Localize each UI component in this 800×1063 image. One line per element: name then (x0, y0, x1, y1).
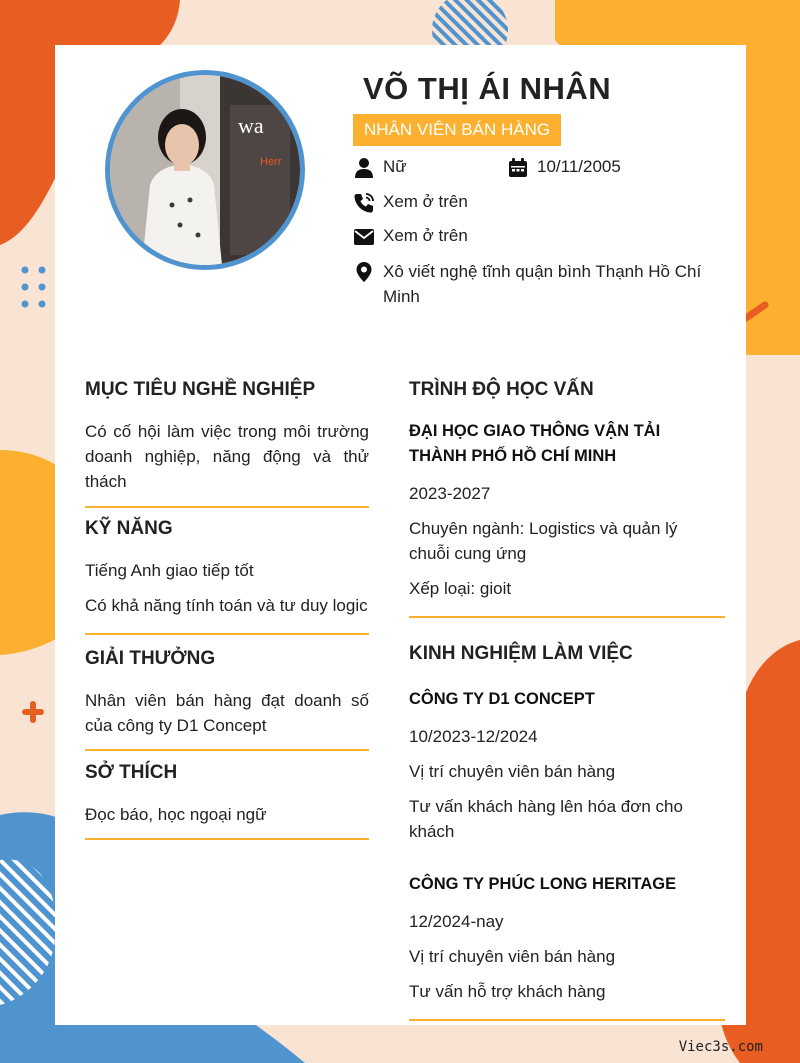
objective-title: MỤC TIÊU NGHỀ NGHIỆP (85, 379, 316, 400)
phone-value: Xem ở trên (383, 192, 468, 211)
job-description: Tư vấn khách hàng lên hóa đơn cho khách (409, 797, 683, 841)
objective-text: Có cố hội làm việc trong môi trường doanh nghiệp, năng động và thử thách (85, 422, 369, 491)
map-pin-icon (353, 261, 375, 283)
envelope-icon (353, 226, 375, 248)
profile-photo-illustration (110, 75, 300, 265)
gender-value: Nữ (383, 157, 407, 176)
job-position: Vị trí chuyên viên bán hàng (409, 947, 616, 966)
skills-section (85, 518, 369, 635)
job-description: Tư vấn hỗ trợ khách hàng (409, 982, 606, 1001)
education-period: 2023-2027 (409, 484, 491, 503)
education-major: Chuyên ngành: Logistics và quản lý chuỗi cung ứng (409, 519, 678, 563)
job-title-badge: NHÂN VIÊN BÁN HÀNG (353, 114, 561, 146)
email-row (353, 226, 468, 248)
phone-row (353, 192, 468, 214)
section-divider (85, 838, 369, 840)
education-title: TRÌNH ĐỘ HỌC VẤN (409, 379, 594, 400)
experience-section (409, 643, 725, 1021)
birthday-value: 10/11/2005 (537, 157, 621, 176)
section-divider (409, 616, 725, 618)
education-grade: Xếp loại: gioit (409, 579, 512, 598)
awards-text: Nhân viên bán hàng đạt doanh số của công ty D1 Concept (85, 691, 369, 735)
watermark: Viec3s.com (678, 1039, 763, 1055)
birthday-row (507, 157, 621, 179)
skill-item: Tiếng Anh giao tiếp tốt (85, 561, 254, 580)
email-value: Xem ở trên (383, 226, 468, 245)
gender-row (353, 157, 407, 179)
skill-item: Có khả năng tính toán và tư duy logic (85, 596, 368, 615)
hobbies-text: Đọc báo, học ngoại ngữ (85, 805, 267, 824)
hobbies-title: SỞ THÍCH (85, 762, 178, 783)
photo-wall-text: wa (238, 113, 264, 138)
address-row (353, 261, 713, 309)
resume-page (55, 45, 746, 1025)
calendar-icon (507, 157, 529, 179)
section-divider (85, 506, 369, 508)
section-divider (85, 749, 369, 751)
section-divider (85, 633, 369, 635)
school-name: ĐẠI HỌC GIAO THÔNG VẬN TẢI THÀNH PHỐ HỒ CHÍ MINH (409, 422, 661, 465)
job-position: Vị trí chuyên viên bán hàng (409, 762, 616, 781)
hobbies-section (85, 762, 369, 840)
section-divider (409, 1019, 725, 1021)
photo-wall-text-2: Herr (260, 156, 282, 168)
candidate-name: VÕ THỊ ÁI NHÂN (363, 71, 612, 106)
awards-title: GIẢI THƯỞNG (85, 648, 216, 669)
user-icon (353, 157, 375, 179)
address-value: Xô viết nghệ tĩnh quận bình Thạnh Hồ Chí Minh (383, 262, 702, 306)
experience-title: KINH NGHIỆM LÀM VIỆC (409, 643, 633, 664)
phone-icon (353, 192, 375, 214)
education-section (409, 379, 725, 618)
job-period: 10/2023-12/2024 (409, 727, 538, 746)
job-company: CÔNG TY PHÚC LONG HERITAGE (409, 875, 677, 893)
job-period: 12/2024-nay (409, 912, 504, 931)
profile-photo (105, 70, 305, 270)
objective-section (85, 379, 369, 508)
awards-section (85, 648, 369, 751)
job-company: CÔNG TY D1 CONCEPT (409, 690, 595, 708)
skills-title: KỸ NĂNG (85, 518, 173, 539)
